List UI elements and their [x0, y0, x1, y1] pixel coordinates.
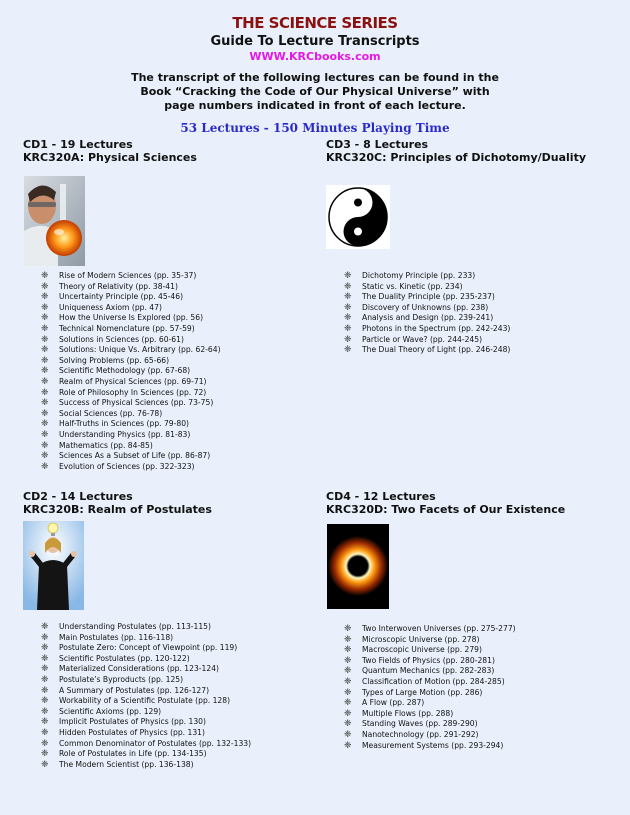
topic-label: Role of Philosophy In Sciences (pp. 72)	[59, 387, 207, 397]
topic-label: Scientific Axioms (pp. 129)	[59, 706, 162, 716]
gear-icon: ❈	[41, 323, 49, 334]
list-item	[41, 292, 221, 303]
gear-icon: ❈	[344, 345, 352, 356]
topic-label: Postulate’s Byproducts (pp. 125)	[59, 674, 184, 684]
gear-icon: ❈	[344, 676, 352, 687]
topic-label: Success of Physical Sciences (pp. 73-75)	[59, 398, 214, 408]
gear-icon: ❈	[344, 666, 352, 677]
gear-icon: ❈	[41, 451, 49, 462]
gear-icon: ❈	[344, 687, 352, 698]
topic-label: Realm of Physical Sciences (pp. 69-71)	[59, 376, 207, 386]
list-item	[344, 271, 510, 282]
topic-label: Postulate Zero: Concept of Viewpoint (pp. 119)	[59, 643, 238, 653]
list-item	[41, 462, 221, 473]
list-item	[344, 688, 516, 699]
topic-list-cd3	[344, 271, 510, 356]
gear-icon: ❈	[344, 624, 352, 634]
gear-icon: ❈	[344, 729, 352, 740]
list-item	[41, 739, 251, 750]
topic-label: Social Sciences (pp. 76-78)	[59, 408, 163, 418]
topic-label: Sciences As a Subset of Life (pp. 86-87)	[59, 451, 211, 461]
gear-icon: ❈	[344, 334, 352, 345]
gear-icon: ❈	[344, 708, 352, 719]
description-line: page numbers indicated in front of each lecture.	[164, 99, 466, 112]
gear-icon: ❈	[41, 461, 49, 472]
black-hole-image	[327, 524, 389, 609]
topic-label: Hidden Postulates of Physics (pp. 131)	[59, 727, 205, 737]
description-line: The transcript of the following lectures can be found in the	[131, 71, 499, 84]
topic-label: Role of Postulates in Life (pp. 134-135)	[59, 749, 207, 759]
gear-icon: ❈	[344, 313, 352, 324]
list-item	[41, 271, 221, 282]
list-item	[344, 666, 516, 677]
description	[0, 71, 630, 113]
gear-icon: ❈	[41, 419, 49, 430]
topic-label: Half-Truths in Sciences (pp. 79-80)	[59, 419, 189, 429]
list-item	[41, 451, 221, 462]
topic-label: Macroscopic Universe (pp. 279)	[362, 645, 482, 655]
list-item	[41, 760, 251, 771]
gear-icon: ❈	[344, 719, 352, 730]
gear-icon: ❈	[41, 271, 49, 281]
topic-label: Measurement Systems (pp. 293-294)	[362, 740, 504, 750]
topic-label: Mathematics (pp. 84-85)	[59, 440, 153, 450]
gear-icon: ❈	[41, 622, 49, 632]
section-heading: CD3 - 8 Lectures	[326, 138, 429, 151]
topic-label: Two Fields of Physics (pp. 280-281)	[362, 655, 495, 665]
list-item	[344, 313, 510, 324]
list-item	[41, 409, 221, 420]
gear-icon: ❈	[344, 271, 352, 281]
list-item	[41, 388, 221, 399]
list-item	[41, 324, 221, 335]
scientist-flask-image	[24, 176, 85, 266]
section-heading: CD1 - 19 Lectures	[23, 138, 133, 151]
gear-icon: ❈	[344, 302, 352, 313]
gear-icon: ❈	[41, 696, 49, 707]
topic-label: Technical Nomenclature (pp. 57-59)	[59, 323, 195, 333]
list-item	[344, 282, 510, 293]
topic-label: The Dual Theory of Light (pp. 246-248)	[362, 345, 511, 355]
topic-label: Rise of Modern Sciences (pp. 35-37)	[59, 271, 197, 280]
gear-icon: ❈	[41, 674, 49, 685]
gear-icon: ❈	[41, 738, 49, 749]
list-item	[344, 719, 516, 730]
gear-icon: ❈	[41, 398, 49, 409]
topic-label: Analysis and Design (pp. 239-241)	[362, 313, 494, 323]
topic-label: Scientific Postulates (pp. 120-122)	[59, 653, 190, 663]
gear-icon: ❈	[41, 387, 49, 398]
document-header	[0, 14, 630, 135]
topic-label: Common Denominator of Postulates (pp. 132-133)	[59, 738, 252, 748]
list-item	[41, 335, 221, 346]
lecture-stats: 53 Lectures - 150 Minutes Playing Time	[180, 121, 450, 135]
topic-label: Evolution of Sciences (pp. 322-323)	[59, 461, 195, 471]
list-item	[41, 675, 251, 686]
gear-icon: ❈	[41, 440, 49, 451]
gear-icon: ❈	[41, 366, 49, 377]
gear-icon: ❈	[344, 634, 352, 645]
section-cd1	[23, 138, 313, 164]
topic-label: Understanding Physics (pp. 81-83)	[59, 429, 191, 439]
section-subheading: KRC320A: Physical Sciences	[23, 151, 197, 164]
gear-icon: ❈	[41, 749, 49, 760]
list-item	[344, 635, 516, 646]
gear-icon: ❈	[41, 355, 49, 366]
gear-icon: ❈	[344, 645, 352, 656]
topic-label: Two Interwoven Universes (pp. 275-277)	[362, 624, 516, 633]
list-item	[344, 345, 510, 356]
section-subheading: KRC320C: Principles of Dichotomy/Duality	[326, 151, 586, 164]
gear-icon: ❈	[344, 698, 352, 709]
topic-label: Standing Waves (pp. 289-290)	[362, 719, 478, 729]
list-item	[41, 282, 221, 293]
topic-label: A Flow (pp. 287)	[362, 698, 425, 708]
list-item	[41, 643, 251, 654]
gear-icon: ❈	[41, 706, 49, 717]
gear-icon: ❈	[41, 685, 49, 696]
gear-icon: ❈	[41, 759, 49, 770]
gear-icon: ❈	[344, 740, 352, 751]
list-item	[344, 730, 516, 741]
list-item	[41, 696, 251, 707]
list-item	[41, 419, 221, 430]
gear-icon: ❈	[41, 664, 49, 675]
topic-label: Materialized Considerations (pp. 123-124)	[59, 664, 219, 674]
list-item	[41, 356, 221, 367]
topic-label: Uncertainty Principle (pp. 45-46)	[59, 292, 184, 302]
topic-label: Photons in the Spectrum (pp. 242-243)	[362, 323, 511, 333]
list-item	[344, 698, 516, 709]
topic-label: Dichotomy Principle (pp. 233)	[362, 271, 476, 280]
list-item	[344, 656, 516, 667]
gear-icon: ❈	[41, 632, 49, 643]
list-item	[344, 645, 516, 656]
topic-label: Theory of Relativity (pp. 38-41)	[59, 281, 178, 291]
topic-label: Particle or Wave? (pp. 244-245)	[362, 334, 483, 344]
list-item	[344, 709, 516, 720]
gear-icon: ❈	[41, 643, 49, 654]
gear-icon: ❈	[41, 292, 49, 303]
list-item	[41, 345, 221, 356]
topic-label: The Modern Scientist (pp. 136-138)	[59, 759, 194, 769]
list-item	[41, 377, 221, 388]
topic-label: Discovery of Unknowns (pp. 238)	[362, 302, 489, 312]
topic-label: The Duality Principle (pp. 235-237)	[362, 292, 495, 302]
gear-icon: ❈	[41, 345, 49, 356]
list-item	[41, 686, 251, 697]
woman-lightbulb-image	[23, 521, 84, 610]
topic-label: Classification of Motion (pp. 284-285)	[362, 676, 505, 686]
gear-icon: ❈	[41, 376, 49, 387]
description-line: Book “Cracking the Code of Our Physical Universe” with	[140, 85, 490, 98]
topic-label: Workability of a Scientific Postulate (pp. 128)	[59, 696, 231, 706]
topic-label: Implicit Postulates of Physics (pp. 130)	[59, 717, 206, 727]
list-item	[41, 398, 221, 409]
list-item	[344, 303, 510, 314]
list-item	[344, 324, 510, 335]
topic-label: Understanding Postulates (pp. 113-115)	[59, 622, 211, 631]
list-item	[344, 677, 516, 688]
list-item	[41, 622, 251, 633]
section-heading: CD4 - 12 Lectures	[326, 490, 436, 503]
list-item	[41, 366, 221, 377]
list-item	[344, 624, 516, 635]
topic-label: Solving Problems (pp. 65-66)	[59, 355, 170, 365]
topic-list-cd4	[344, 624, 516, 751]
list-item	[41, 654, 251, 665]
gear-icon: ❈	[344, 292, 352, 303]
topic-list-cd1	[41, 271, 221, 472]
gear-icon: ❈	[41, 281, 49, 292]
topic-label: Microscopic Universe (pp. 278)	[362, 634, 480, 644]
topic-label: How the Universe Is Explored (pp. 56)	[59, 313, 204, 323]
list-item	[41, 749, 251, 760]
yin-yang-image	[326, 185, 390, 249]
list-item	[41, 430, 221, 441]
gear-icon: ❈	[41, 313, 49, 324]
topic-list-cd2	[41, 622, 251, 770]
gear-icon: ❈	[41, 717, 49, 728]
gear-icon: ❈	[41, 429, 49, 440]
gear-icon: ❈	[41, 302, 49, 313]
list-item	[41, 728, 251, 739]
section-cd3	[326, 138, 616, 164]
list-item	[41, 707, 251, 718]
section-heading: CD2 - 14 Lectures	[23, 490, 133, 503]
topic-label: Solutions in Sciences (pp. 60-61)	[59, 334, 184, 344]
topic-label: Solutions: Unique Vs. Arbitrary (pp. 62-64)	[59, 345, 221, 355]
topic-label: Types of Large Motion (pp. 286)	[362, 687, 483, 697]
list-item	[41, 303, 221, 314]
section-subheading: KRC320B: Realm of Postulates	[23, 503, 212, 516]
topic-label: Scientific Methodology (pp. 67-68)	[59, 366, 191, 376]
website-link[interactable]: WWW.KRCbooks.com	[249, 50, 381, 63]
list-item	[41, 441, 221, 452]
topic-label: Nanotechnology (pp. 291-292)	[362, 729, 479, 739]
gear-icon: ❈	[344, 281, 352, 292]
series-title: THE SCIENCE SERIES	[232, 14, 398, 32]
gear-icon: ❈	[344, 655, 352, 666]
list-item	[41, 717, 251, 728]
topic-label: Multiple Flows (pp. 288)	[362, 708, 454, 718]
topic-label: Static vs. Kinetic (pp. 234)	[362, 281, 463, 291]
list-item	[344, 335, 510, 346]
gear-icon: ❈	[41, 334, 49, 345]
topic-label: A Summary of Postulates (pp. 126-127)	[59, 685, 210, 695]
list-item	[344, 292, 510, 303]
list-item	[41, 313, 221, 324]
list-item	[344, 741, 516, 752]
section-subheading: KRC320D: Two Facets of Our Existence	[326, 503, 566, 516]
topic-label: Uniqueness Axiom (pp. 47)	[59, 302, 162, 312]
section-cd2	[23, 490, 313, 516]
topic-label: Quantum Mechanics (pp. 282-283)	[362, 666, 495, 676]
gear-icon: ❈	[344, 323, 352, 334]
list-item	[41, 633, 251, 644]
gear-icon: ❈	[41, 727, 49, 738]
list-item	[41, 664, 251, 675]
topic-label: Main Postulates (pp. 116-118)	[59, 632, 174, 642]
section-cd4	[326, 490, 616, 516]
gear-icon: ❈	[41, 653, 49, 664]
guide-title: Guide To Lecture Transcripts	[210, 34, 420, 49]
gear-icon: ❈	[41, 408, 49, 419]
